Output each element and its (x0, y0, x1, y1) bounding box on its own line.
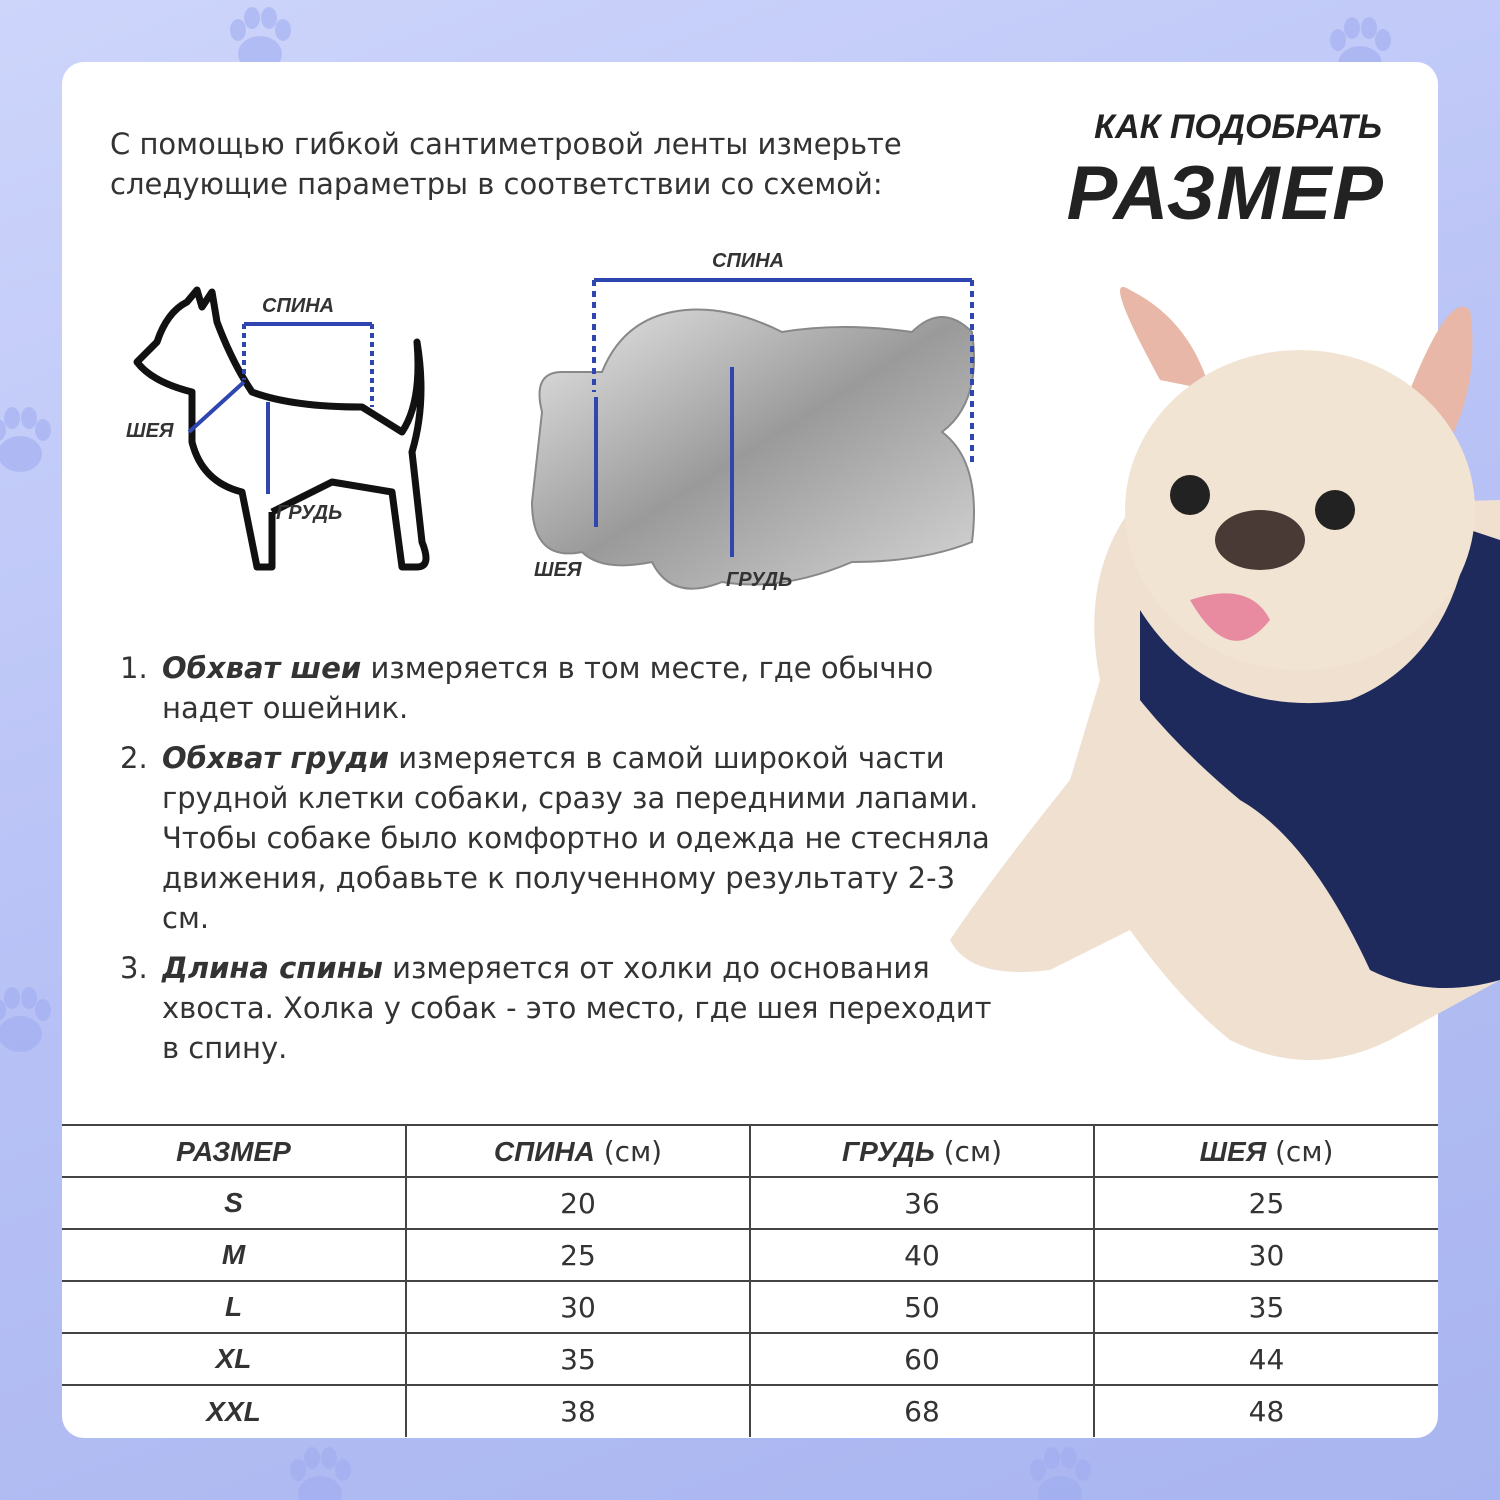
chest-cell: 68 (750, 1385, 1094, 1437)
french-bulldog-photo (930, 280, 1500, 1110)
jacket-label-chest: ГРУДЬ (726, 569, 793, 591)
size-cell: M (62, 1229, 406, 1281)
jacket-diagram (522, 262, 992, 622)
table-row (62, 1333, 1438, 1385)
step-text: измеряется от холки до основания хвоста. Холка у собак - это место, где шея переходит в спину. (162, 951, 992, 1065)
step-number: 3. (120, 951, 148, 985)
paw-decoration (0, 960, 60, 1080)
step-term: Обхват шеи (162, 651, 362, 685)
jacket-label-neck: ШЕЯ (534, 559, 582, 581)
table-row (62, 1385, 1438, 1437)
diagram-label-neck: ШЕЯ (126, 420, 174, 442)
size-cell: L (62, 1281, 406, 1333)
title-line-1: КАК ПОДОБРАТЬ (1094, 108, 1382, 146)
back-cell: 20 (406, 1177, 750, 1229)
step-number: 1. (120, 651, 148, 685)
diagram-label-back: СПИНА (262, 295, 335, 317)
step-text: измеряется в том месте, где обычно надет ошейник. (162, 651, 934, 725)
header-neck: ШЕЯ (см) (1094, 1125, 1438, 1177)
size-cell: S (62, 1177, 406, 1229)
neck-cell: 48 (1094, 1385, 1438, 1437)
table-row (62, 1229, 1438, 1281)
step-number: 2. (120, 741, 148, 775)
diagram-label-chest: ГРУДЬ (276, 502, 343, 524)
paw-decoration (1000, 1440, 1120, 1500)
back-cell: 38 (406, 1385, 750, 1437)
back-cell: 35 (406, 1333, 750, 1385)
table-header-row (62, 1125, 1438, 1177)
step-text: измеряется в самой широкой части грудной клетки собаки, сразу за передними лапами. Чтобы собаке было комфортно и одежда не стесняла движения, добавьте к полученному результату 2-3 см. (162, 741, 990, 935)
table-row (62, 1281, 1438, 1333)
size-table (62, 1124, 1438, 1437)
chest-cell: 40 (750, 1229, 1094, 1281)
table-row (62, 1177, 1438, 1229)
step-term: Длина спины (162, 951, 383, 985)
neck-cell: 44 (1094, 1333, 1438, 1385)
title-line-2: РАЗМЕР (1066, 151, 1384, 236)
intro-text: С помощью гибкой сантиметровой ленты измерьте следующие параметры в соответствии со схемой: (110, 127, 902, 201)
neck-cell: 30 (1094, 1229, 1438, 1281)
instructions-list (120, 648, 1000, 1078)
chest-cell: 50 (750, 1281, 1094, 1333)
paw-decoration (0, 380, 60, 500)
back-cell: 25 (406, 1229, 750, 1281)
instruction-item (120, 648, 1000, 728)
chest-cell: 60 (750, 1333, 1094, 1385)
chest-cell: 36 (750, 1177, 1094, 1229)
neck-cell: 25 (1094, 1177, 1438, 1229)
jacket-label-back: СПИНА (712, 250, 785, 272)
back-cell: 30 (406, 1281, 750, 1333)
header-chest: ГРУДЬ (см) (750, 1125, 1094, 1177)
header-back: СПИНА (см) (406, 1125, 750, 1177)
paw-decoration (260, 1440, 380, 1500)
header-size: РАЗМЕР (62, 1125, 406, 1177)
instruction-item (120, 738, 1000, 938)
instruction-item (120, 948, 1000, 1068)
step-term: Обхват груди (162, 741, 389, 775)
size-cell: XXL (62, 1385, 406, 1437)
neck-cell: 35 (1094, 1281, 1438, 1333)
size-cell: XL (62, 1333, 406, 1385)
